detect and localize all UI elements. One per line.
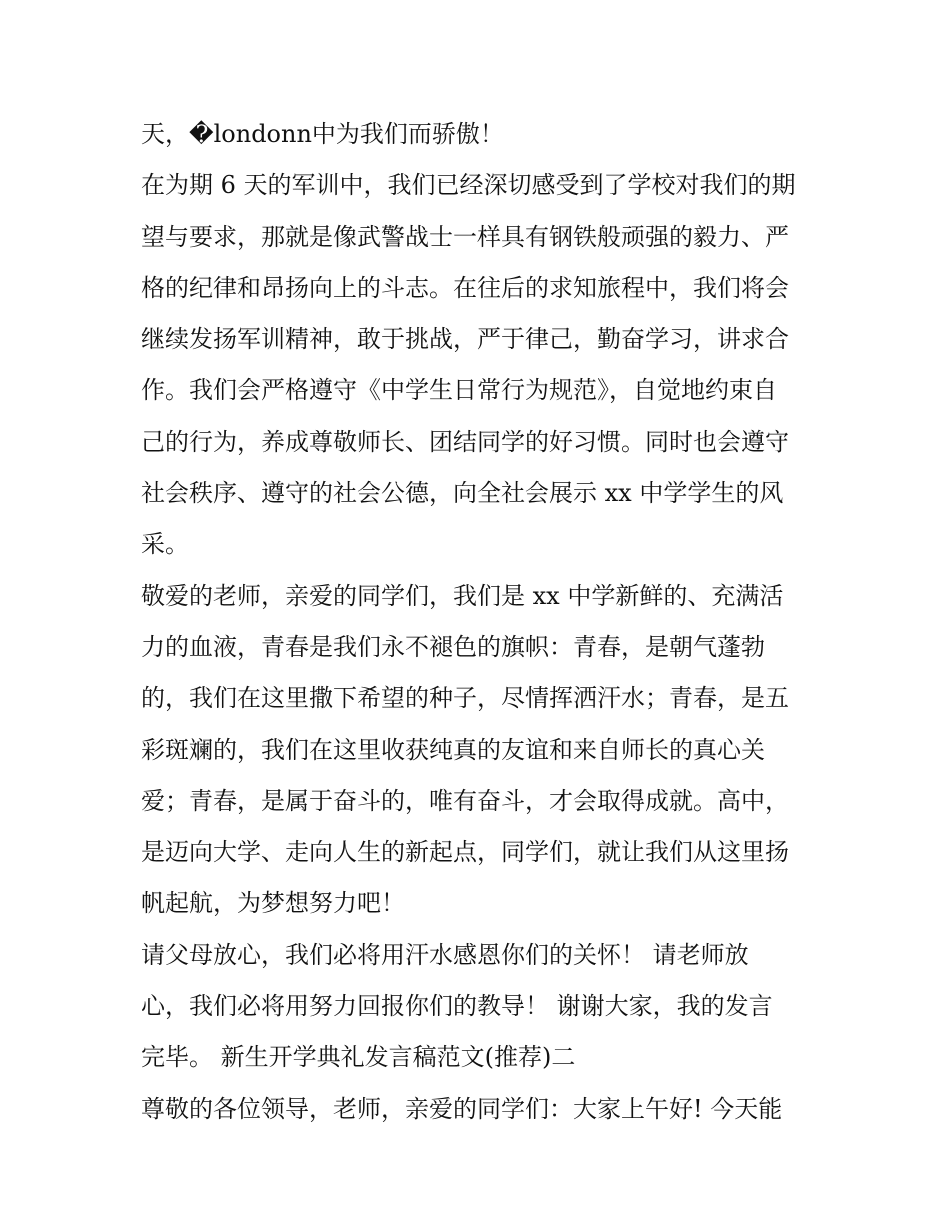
text-line: 采。 — [141, 530, 189, 559]
text-line: 完毕。 新生开学典礼发言稿范文(推荐)二 — [141, 1043, 576, 1072]
text-line: 尊敬的各位领导，老师，亲爱的同学们：大家上午好! 今天能 — [141, 1094, 783, 1123]
text-line: 继续发扬军训精神，敢于挑战，严于律己，勤奋学习，讲求合 — [141, 325, 789, 354]
text-line: 帆起航，为梦想努力吧！ — [141, 889, 405, 918]
text-line: 彩斑斓的，我们在这里收获纯真的友谊和来自师长的真心关 — [141, 735, 765, 764]
text-line: 心，我们必将用努力回报你们的教导！ 谢谢大家，我的发言 — [141, 992, 773, 1021]
text-line: 格的纪律和昂扬向上的斗志。在往后的求知旅程中，我们将会 — [141, 273, 789, 302]
text-line: 力的血液，青春是我们永不褪色的旗帜：青春，是朝气蓬勃 — [141, 632, 765, 661]
text-line: 是迈向大学、走向人生的新起点，同学们，就让我们从这里扬 — [141, 838, 789, 867]
document-body — [141, 109, 821, 1135]
text-line: 的，我们在这里撒下希望的种子，尽情挥洒汗水；青春，是五 — [141, 684, 789, 713]
text-line: 望与要求，那就是像武警战士一样具有钢铁般顽强的毅力、严 — [141, 222, 789, 251]
text-line: 在为期 6 天的军训中，我们已经深切感受到了学校对我们的期 — [141, 171, 796, 200]
text-line: 己的行为，养成尊敬师长、团结同学的好习惯。同时也会遵守 — [141, 427, 789, 456]
text-line: 爱；青春，是属于奋斗的，唯有奋斗，才会取得成就。高中， — [141, 786, 789, 815]
text-line: 天，�londonn中为我们而骄傲！ — [141, 120, 504, 148]
text-line: 敬爱的老师，亲爱的同学们，我们是 xx 中学新鲜的、充满活 — [141, 581, 784, 610]
text-line: 请父母放心，我们必将用汗水感恩你们的关怀！ 请老师放 — [141, 940, 749, 969]
text-line: 作。我们会严格遵守《中学生日常行为规范》，自觉地约束自 — [141, 376, 777, 405]
text-line: 社会秩序、遵守的社会公德，向全社会展示 xx 中学学生的风 — [141, 479, 784, 508]
